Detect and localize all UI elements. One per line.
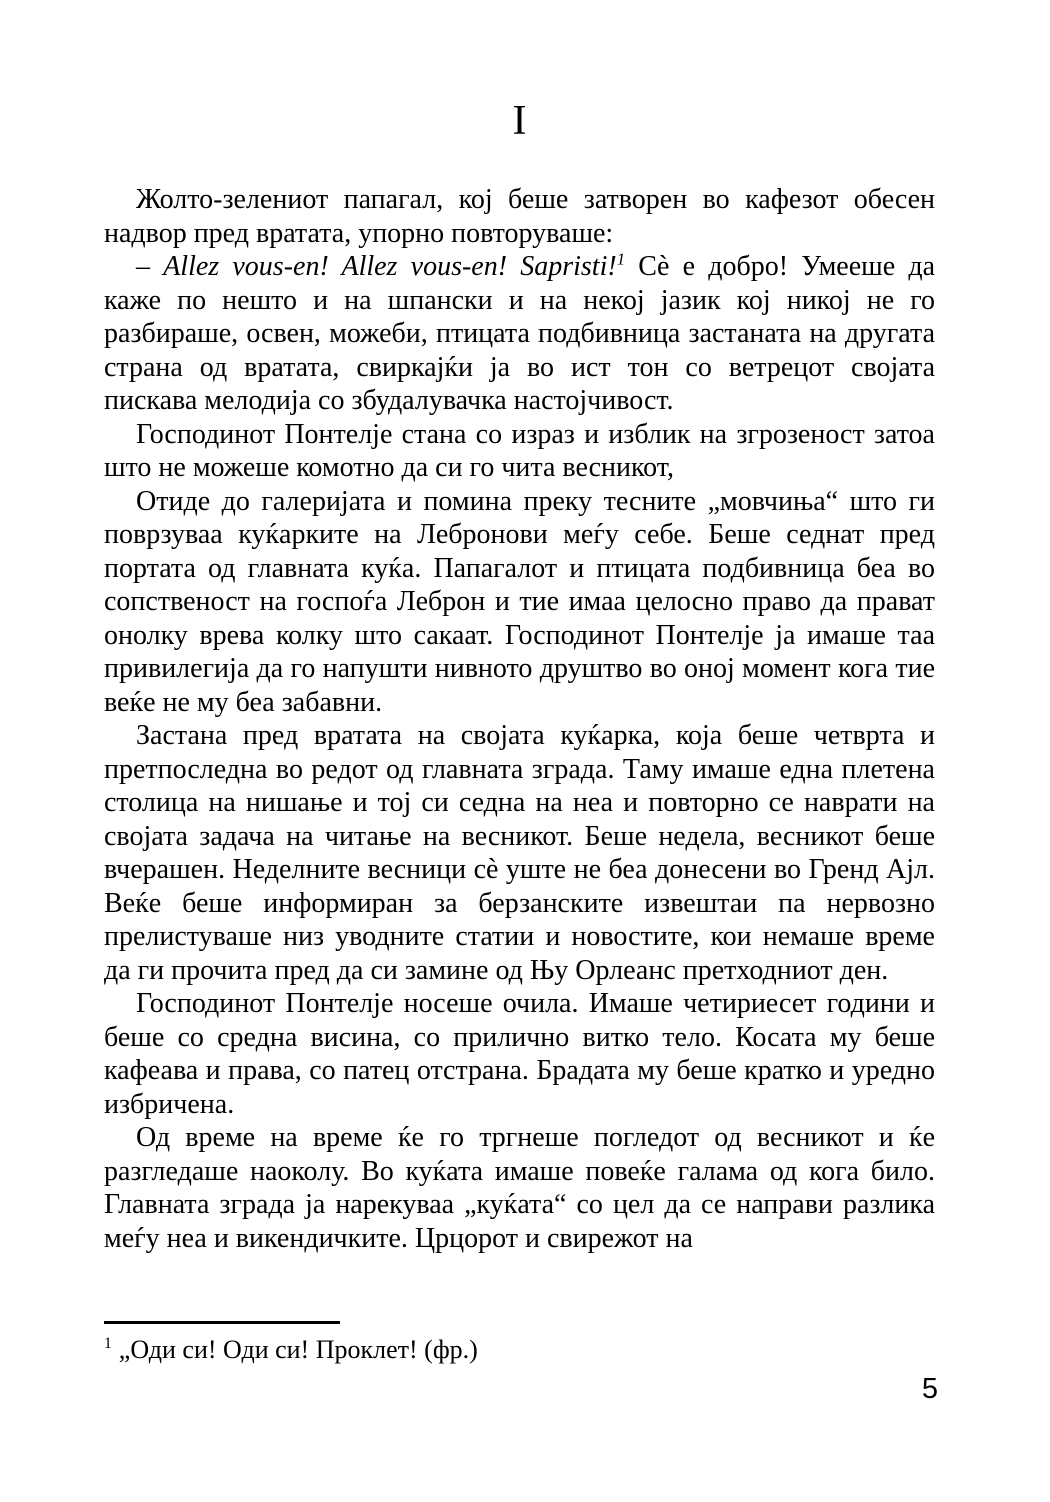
text-segment: Сè е добро! Умееше да каже по нешто и на шпански и на некој јазик кој никој не го разбираше, освен, можеби, птицата подбивница застаната на другата страна од вратата, свиркајќи ја во ист тон со ветрецот својата пискава мелодија со збудалувачка настојчивост.	[104, 251, 936, 416]
text-segment: Жолто-зелениот папагал, кој беше затворен во кафезот обесен надвор пред вратата, упорно повторуваше:	[104, 184, 935, 249]
paragraph	[104, 485, 935, 720]
paragraph	[104, 418, 935, 485]
text-segment: Allez vous-en! Allez vous-en! Sapristi!	[163, 251, 617, 282]
paragraph	[104, 250, 935, 418]
body-text	[104, 183, 935, 1255]
paragraph	[104, 1121, 935, 1255]
paragraph	[104, 987, 935, 1121]
page-number: 5	[921, 1373, 938, 1405]
paragraph	[104, 719, 935, 987]
text-segment: Господинот Понтелје стана со израз и изблик на згрозеност затоа што не можеше комотно да си го чита весникот,	[104, 418, 935, 483]
footnote-area	[104, 1321, 935, 1365]
footnote-marker: 1	[104, 1335, 112, 1353]
text-segment: Застана пред вратата на својата куќарка, која беше четврта и претпоследна во редот од главната зграда. Таму имаше една плетена столица на нишање и тој си седна на неа и повторно се наврати на својата задача на читање на весникот. Беше недела, весникот беше вчерашен. Неделните весници сè уште не беа донесени во Гренд Ајл. Веќе беше информиран за берзанските извештаи па нервозно прелистуваше низ уводните статии и новостите, кои немаше време да ги прочита пред да си замине од Њу Орлеанс претходниот ден.	[104, 720, 935, 986]
footnote	[104, 1334, 935, 1365]
text-segment: Господинот Понтелје носеше очила. Имаше четириесет години и беше со средна висина, со прилично витко тело. Косата му беше кафеава и права, со патец отстрана. Брадата му беше кратко и уредно избричена.	[104, 988, 935, 1120]
chapter-heading: I	[512, 98, 527, 144]
text-segment: Од време на време ќе го тргнеше погледот од весникот и ќе разгледаше наоколу. Во куќата имаше повеќе галама од кога било. Главната зграда ја нарекуваа „куќата“ со цел да се направи разлика меѓу неа и викендичките. Црцорот и свирежот на	[104, 1122, 935, 1254]
footnote-separator-rule	[104, 1321, 340, 1324]
footnote-reference: 1	[616, 249, 626, 269]
text-segment: –	[136, 251, 164, 282]
text-segment: Отиде до галеријата и помина преку тесните „мовчиња“ што ги поврзуваа куќарките на Лебронови меѓу себе. Беше седнат пред портата од главната куќа. Папагалот и птицата подбивница беа во сопственост на госпоѓа Леброн и тие имаа целосно право да прават онолку врева колку што сакаат. Господинот Понтелје ја имаше таа привилегија да го напушти нивното друштво во оној момент кога тие веќе не му беа забавни.	[104, 485, 935, 718]
paragraph	[104, 183, 935, 250]
footnote-text: „Оди си! Оди си! Проклет! (фр.)	[118, 1335, 478, 1364]
